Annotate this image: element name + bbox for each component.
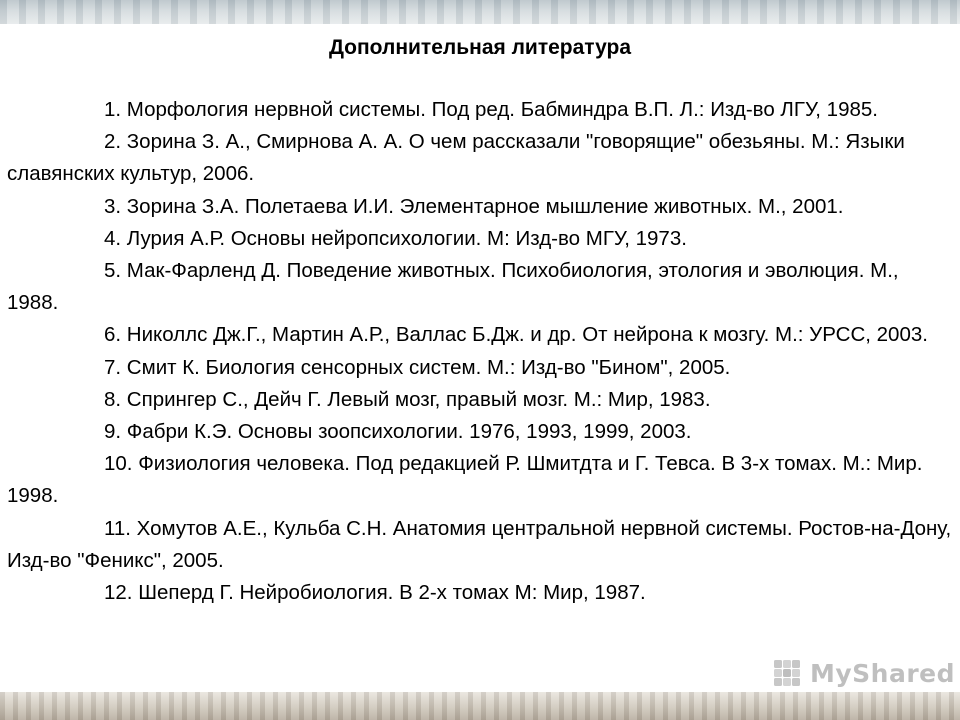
slide-panel [0, 24, 960, 692]
reference-item: 12. Шеперд Г. Нейробиология. В 2-х томах М: Мир, 1987. [104, 581, 646, 605]
reference-item: 2. Зорина З. А., Смирнова А. А. О чем рассказали "говорящие" обезьяны. М.: Языки славянских культур, 2006. [7, 130, 905, 186]
page-title: Дополнительная литература [328, 36, 632, 59]
watermark-text: MyShared [810, 658, 956, 688]
reference-item: 1. Морфология нервной системы. Под ред. Бабминдра В.П. Л.: Изд-во ЛГУ, 1985. [104, 98, 878, 121]
reference-item: 6. Николлс Дж.Г., Мартин А.Р., Валлас Б.Дж. и др. От нейрона к мозгу. М.: УРСС, 2003. [104, 323, 928, 347]
reference-list [7, 94, 955, 609]
watermark [770, 656, 955, 690]
background-water-strip [0, 0, 960, 24]
reference-item: 5. Мак-Фарленд Д. Поведение животных. Психобиология, этология и эволюция. М., 1988. [7, 259, 899, 315]
reference-item: 8. Спрингер С., Дейч Г. Левый мозг, правый мозг. М.: Мир, 1983. [104, 387, 711, 411]
reference-item: 9. Фабри К.Э. Основы зоопсихологии. 1976, 1993, 1999, 2003. [104, 420, 692, 444]
myshared-logo-icon [770, 656, 804, 690]
reference-item: 11. Хомутов А.Е., Кульба С.Н. Анатомия центральной нервной системы. Ростов-на-Дону, Изд-во "Феникс", 2005. [7, 516, 952, 572]
reference-item: 4. Лурия А.Р. Основы нейропсихологии. М: Изд-во МГУ, 1973. [104, 226, 687, 250]
background-sand-strip [0, 692, 960, 720]
reference-item: 7. Смит К. Биология сенсорных систем. М.: Изд-во "Бином", 2005. [104, 355, 731, 379]
reference-item: 10. Физиология человека. Под редакцией Р. Шмитдта и Г. Тевса. В 3-х томах. М.: Мир. 1998. [7, 452, 923, 508]
reference-item: 3. Зорина З.А. Полетаева И.И. Элементарное мышление животных. М., 2001. [104, 194, 844, 218]
